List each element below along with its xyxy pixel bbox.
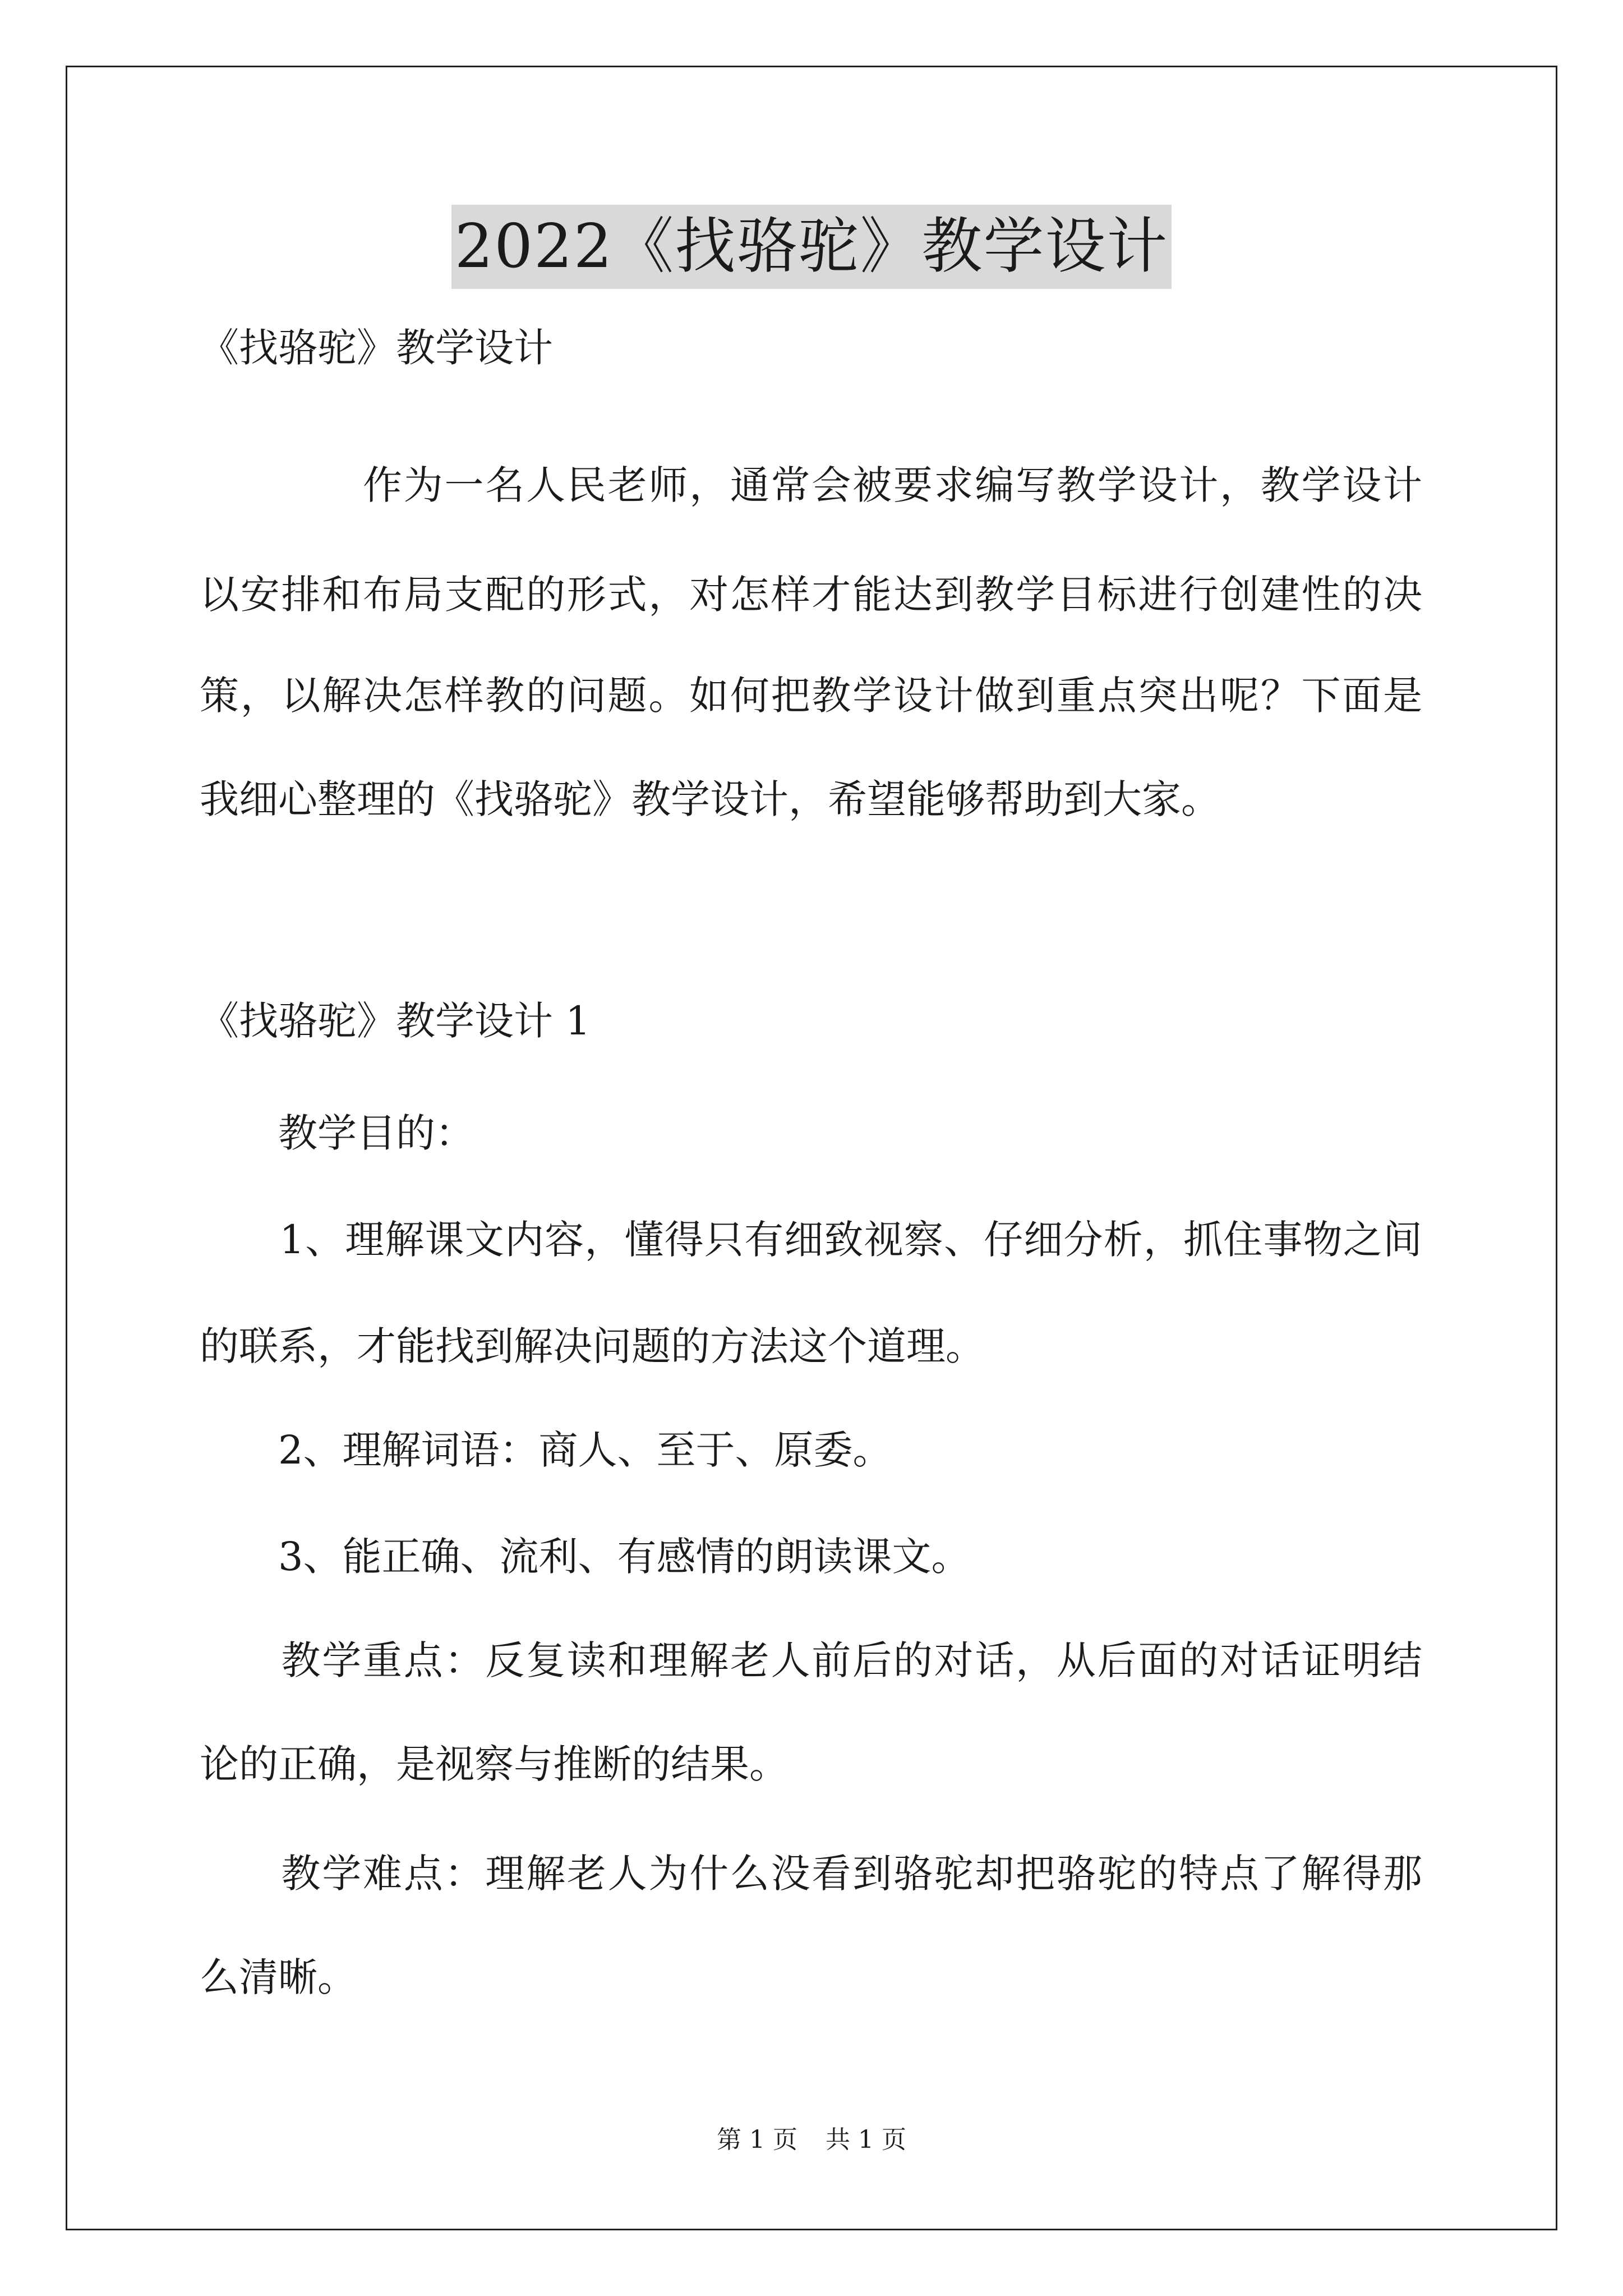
paragraph-line: 以安排和布局支配的形式，对怎样才能达到教学目标进行创建性的决 xyxy=(200,572,1422,618)
paragraph-line: 作为一名人民老师，通常会被要求编写教学设计，教学设计 xyxy=(200,462,1422,508)
paragraph-line: 教学重点：反复读和理解老人前后的对话，从后面的对话证明结 xyxy=(200,1637,1422,1683)
page-number: 第 1 页 xyxy=(717,2125,797,2154)
paragraph-line: 教学目的： xyxy=(200,1110,474,1156)
section-heading: 《找骆驼》教学设计 1 xyxy=(200,998,591,1044)
paragraph-line: 的联系，才能找到解决问题的方法这个道理。 xyxy=(200,1323,985,1369)
paragraph-line: 1、理解课文内容，懂得只有细致视察、仔细分析，抓住事物之间 xyxy=(200,1217,1422,1263)
section-heading: 《找骆驼》教学设计 xyxy=(200,325,553,371)
title-container xyxy=(0,205,1623,289)
paragraph-line: 论的正确，是视察与推断的结果。 xyxy=(200,1741,789,1787)
paragraph-line: 我细心整理的《找骆驼》教学设计，希望能够帮助到大家。 xyxy=(200,776,1220,822)
page-total: 共 1 页 xyxy=(826,2125,906,2154)
document-title: 2022《找骆驼》教学设计 xyxy=(451,205,1172,289)
page-footer xyxy=(0,2123,1623,2157)
paragraph-line: 3、能正确、流利、有感情的朗读课文。 xyxy=(200,1534,971,1580)
paragraph-line: 么清晰。 xyxy=(200,1954,357,2000)
paragraph-line: 2、理解词语：商人、至于、原委。 xyxy=(200,1427,892,1473)
paragraph-line: 教学难点：理解老人为什么没看到骆驼却把骆驼的特点了解得那 xyxy=(200,1851,1422,1897)
paragraph-line: 策，以解决怎样教的问题。如何把教学设计做到重点突出呢？下面是 xyxy=(200,673,1422,719)
